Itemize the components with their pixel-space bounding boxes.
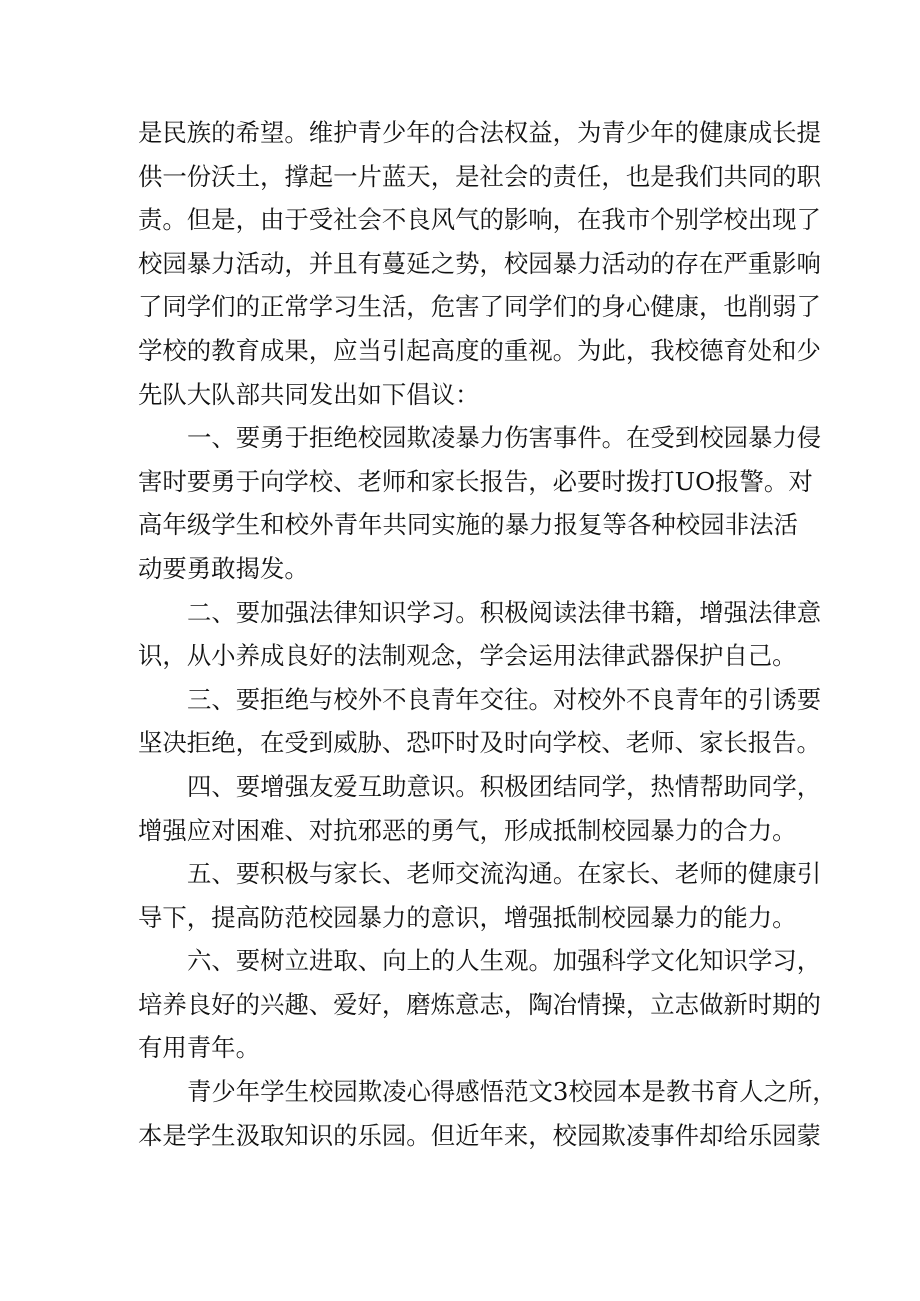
text-line: 导下，提高防范校园暴力的意识，增强抵制校园暴力的能力。 — [138, 902, 797, 932]
text-line: 培养良好的兴趣、爱好，磨炼意志，陶冶情操，立志做新时期的 — [138, 989, 821, 1019]
text-line: 五、要积极与家长、老师交流沟通。在家长、老师的健康引 — [187, 859, 822, 889]
text-line: 本是学生汲取知识的乐园。但近年来，校园欺凌事件却给乐园蒙 — [138, 1120, 821, 1150]
text-line: 青少年学生校园欺凌心得感悟范文3校园本是教书育人之所， — [187, 1077, 837, 1107]
text-line: 二、要加强法律知识学习。积极阅读法律书籍，增强法律意 — [187, 597, 822, 627]
text-line: 了同学们的正常学习生活，危害了同学们的身心健康，也削弱了 — [138, 292, 821, 322]
text-line: 供一份沃土，撑起一片蓝天，是社会的责任，也是我们共同的职 — [138, 161, 821, 191]
text-line: 四、要增强友爱互助意识。积极团结同学，热情帮助同学， — [187, 771, 822, 801]
document-body — [138, 111, 837, 1157]
text-line: 是民族的希望。维护青少年的合法权益，为青少年的健康成长提 — [138, 118, 821, 147]
text-line: 校园暴力活动，并且有蔓延之势，校园暴力活动的存在严重影响 — [138, 248, 821, 278]
text-line: 六、要树立进取、向上的人生观。加强科学文化知识学习， — [187, 946, 822, 976]
text-line: 害时要勇于向学校、老师和家长报告，必要时拨打UO报警。对 — [138, 466, 813, 496]
text-line: 先队大队部共同发出如下倡议： — [138, 379, 480, 409]
text-line: 动要勇敢揭发。 — [138, 553, 309, 583]
text-line: 有用青年。 — [138, 1033, 260, 1063]
text-line: 坚决拒绝，在受到威胁、恐吓时及时向学校、老师、家长报告。 — [138, 728, 821, 758]
text-line: 学校的教育成果，应当引起高度的重视。为此，我校德育处和少 — [138, 335, 821, 365]
text-line: 一、要勇于拒绝校园欺凌暴力伤害事件。在受到校园暴力侵 — [187, 423, 822, 453]
text-line: 责。但是，由于受社会不良风气的影响，在我市个别学校出现了 — [138, 205, 821, 235]
text-line: 三、要拒绝与校外不良青年交往。对校外不良青年的引诱要 — [187, 684, 822, 714]
text-line: 高年级学生和校外青年共同实施的暴力报复等各种校园非法活 — [138, 510, 798, 540]
text-line: 增强应对困难、对抗邪恶的勇气，形成抵制校园暴力的合力。 — [138, 815, 797, 845]
text-line: 识，从小养成良好的法制观念，学会运用法律武器保护自己。 — [138, 641, 797, 671]
